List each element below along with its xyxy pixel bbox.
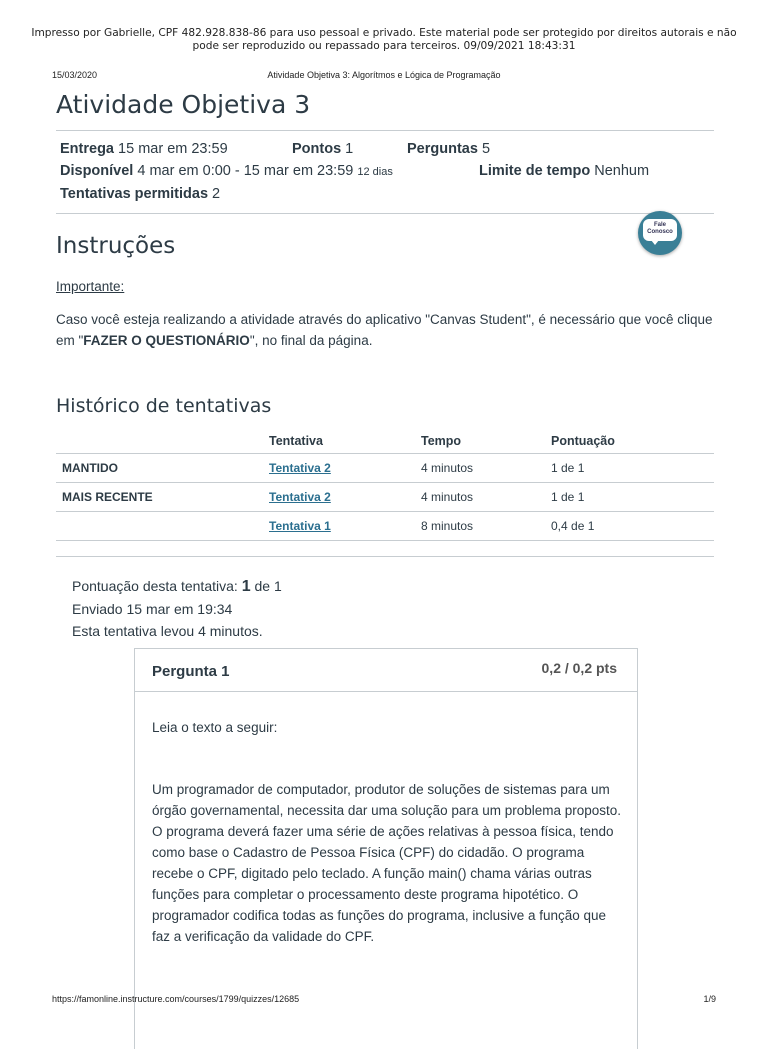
question-intro: Leia o texto a seguir:: [152, 720, 278, 735]
score-value: 1: [241, 578, 251, 595]
perguntas-label: Perguntas: [407, 141, 478, 157]
attempt-summary: [72, 575, 282, 642]
instructions-text-end: ", no final da página.: [249, 333, 373, 348]
question-points: 0,2 / 0,2 pts: [541, 660, 617, 676]
row-label: MANTIDO: [56, 454, 269, 483]
watermark-line-2: pode ser reproduzido ou repassado para terceiros. 09/09/2021 18:43:31: [192, 40, 576, 52]
limite-label: Limite de tempo: [479, 163, 591, 179]
attempt-duration: Esta tentativa levou 4 minutos.: [72, 623, 263, 639]
quiz-meta-row-1: [60, 141, 228, 157]
question-header: [135, 649, 637, 692]
score-suffix: de 1: [254, 578, 282, 594]
watermark-line-1: Impresso por Gabrielle, CPF 482.928.838-86 para uso pessoal e privado. Este material pode ser protegido por direitos autorais e não: [31, 27, 737, 39]
table-row: [56, 483, 714, 512]
fale-label: Fale: [653, 222, 666, 228]
row-pontuacao: 1 de 1: [551, 454, 714, 483]
submitted-at: Enviado 15 mar em 19:34: [72, 601, 233, 617]
conosco-label: Conosco: [647, 229, 673, 235]
tentativas-value: 2: [212, 186, 221, 202]
entrega-value: 15 mar em 23:59: [118, 141, 228, 157]
print-date: 15/03/2020: [52, 70, 98, 80]
instructions-text: [56, 309, 716, 351]
page-url: https://famonline.instructure.com/courses/1799/quizzes/12685: [52, 994, 300, 1004]
attempt-history-title: Histórico de tentativas: [56, 395, 272, 417]
row-label: [56, 512, 269, 541]
row-tempo: 8 minutos: [421, 512, 551, 541]
row-pontuacao: 1 de 1: [551, 483, 714, 512]
page-number: 1/9: [703, 994, 716, 1004]
divider: [56, 130, 714, 131]
pontos-value: 1: [345, 141, 354, 157]
pontos-label: Pontos: [292, 141, 342, 157]
quiz-meta-limite: [479, 163, 649, 179]
instructions-text-bold: FAZER O QUESTIONÁRIO: [83, 333, 250, 348]
perguntas-value: 5: [481, 141, 491, 157]
attempt-link[interactable]: Tentativa 2: [269, 461, 331, 475]
score-prefix: Pontuação desta tentativa:: [72, 578, 238, 594]
attempt-score: [72, 575, 282, 598]
attempt-history-table: [56, 429, 714, 541]
header-tentativa: Tentativa: [269, 429, 421, 454]
print-watermark: [30, 27, 738, 53]
limite-value: Nenhum: [594, 163, 650, 179]
chat-bubble-icon: [643, 219, 677, 241]
row-tempo: 4 minutos: [421, 454, 551, 483]
table-row: [56, 454, 714, 483]
question-text: Um programador de computador, produtor de soluções de sistemas para um órgão governamental, necessita dar uma solução para um problema proposto. O programa deverá fazer uma série de ações relativas à pessoa física, tendo como base o Cadastro de Pessoa Física (CPF) do cidadão. O programa recebe o CPF, digitado pelo teclado. A função main() chama várias outras funções para completar o processamento deste programa hipotético. O programador codifica todas as funções do programa, inclusive a função que faz a verificação da validade do CPF.: [152, 782, 622, 944]
header-pontuacao: Pontuação: [551, 429, 714, 454]
instructions-text-start: Caso você esteja realizando a atividade através do aplicativo "Canvas Student", é necessário que você clique em ": [56, 312, 713, 348]
row-label: MAIS RECENTE: [56, 483, 269, 512]
attempt-link[interactable]: Tentativa 1: [269, 519, 331, 533]
print-page-title: Atividade Objetiva 3: Algorítmos e Lógica de Programação: [267, 70, 501, 80]
disponivel-label: Disponível: [60, 163, 134, 179]
quiz-meta-perguntas: [407, 141, 490, 157]
divider: [56, 213, 714, 214]
tentativas-label: Tentativas permitidas: [60, 186, 209, 202]
table-row: [56, 512, 714, 541]
divider: [56, 556, 714, 557]
entrega-label: Entrega: [60, 141, 114, 157]
disponivel-days: 12 dias: [357, 166, 393, 178]
header-label: [56, 429, 269, 454]
disponivel-value: 4 mar em 0:00 - 15 mar em 23:59: [137, 163, 354, 179]
fale-conosco-button[interactable]: [638, 211, 682, 255]
quiz-meta-tentativas: [60, 186, 220, 202]
row-pontuacao: 0,4 de 1: [551, 512, 714, 541]
quiz-meta-disponivel: [60, 163, 393, 179]
table-header-row: [56, 429, 714, 454]
question-title: Pergunta 1: [152, 663, 230, 680]
importante-label: Importante:: [56, 279, 125, 294]
instructions-title: Instruções: [56, 233, 176, 259]
quiz-title: Atividade Objetiva 3: [56, 90, 311, 119]
row-tempo: 4 minutos: [421, 483, 551, 512]
attempt-link[interactable]: Tentativa 2: [269, 490, 331, 504]
header-tempo: Tempo: [421, 429, 551, 454]
question-card: [134, 648, 638, 1049]
quiz-meta-pontos: [292, 141, 353, 157]
